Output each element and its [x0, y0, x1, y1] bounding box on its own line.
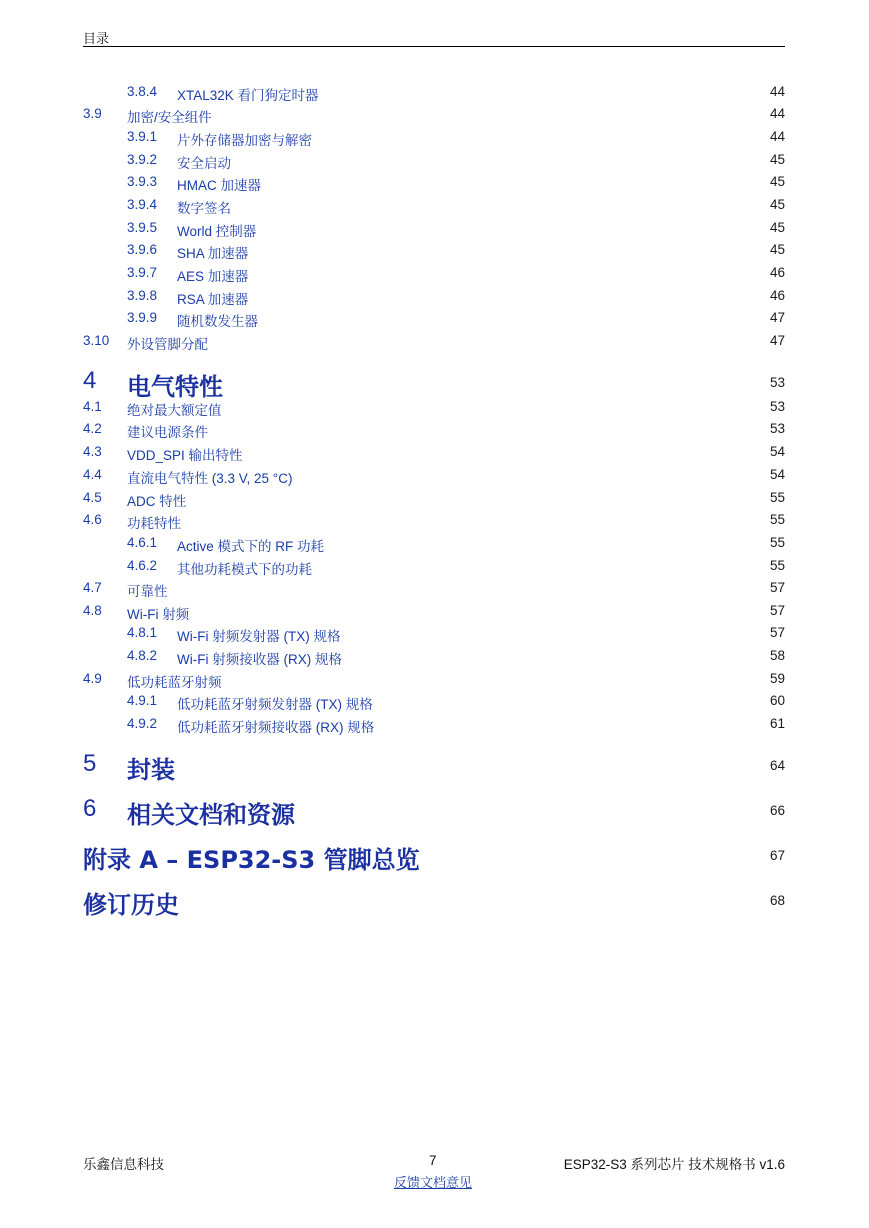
toc-entry-number: 3.9.8 — [127, 288, 158, 303]
toc-entry-title: 相关文档和资源 — [127, 800, 295, 829]
toc-entry[interactable] — [83, 367, 785, 401]
toc-entry-title: 绝对最大额定值 — [127, 403, 222, 418]
toc-entry-title: 电气特性 — [127, 372, 223, 401]
toc-entry[interactable] — [83, 197, 785, 217]
toc-entry[interactable] — [83, 512, 785, 532]
toc-entry-number: 3.9.9 — [127, 310, 158, 325]
toc-entry-page: 44 — [769, 84, 785, 99]
toc-entry-title: Wi-Fi 射频发射器 (TX) 规格 — [177, 629, 341, 644]
toc-entry-number: 4.5 — [83, 490, 102, 505]
toc-entry-number: 4.7 — [83, 580, 102, 595]
toc-entry-title: 数字签名 — [177, 201, 231, 216]
footer-page-number: 7 — [429, 1153, 437, 1168]
toc-entry[interactable] — [83, 840, 785, 874]
toc-entry-title: 加密/安全组件 — [127, 110, 212, 125]
toc-entry-title: 低功耗蓝牙射频发射器 (TX) 规格 — [177, 697, 373, 712]
toc-entry[interactable] — [83, 693, 785, 713]
toc-entry[interactable] — [83, 220, 785, 240]
toc-entry-number: 4.9 — [83, 671, 102, 686]
toc-entry[interactable] — [83, 288, 785, 308]
toc-entry[interactable] — [83, 580, 785, 600]
toc-entry-page: 55 — [769, 512, 785, 527]
toc-entry-title: 安全启动 — [177, 156, 231, 171]
toc-entry-title: 片外存储器加密与解密 — [177, 133, 312, 148]
toc-entry[interactable] — [83, 625, 785, 645]
toc-entry-number: 4.6 — [83, 512, 102, 527]
toc-entry-number: 4.8.2 — [127, 648, 158, 663]
toc-entry[interactable] — [83, 648, 785, 668]
toc-entry-title: Wi-Fi 射频 — [127, 607, 190, 622]
toc-entry[interactable] — [83, 535, 785, 555]
toc-entry[interactable] — [83, 84, 785, 104]
toc-entry-number: 3.9.1 — [127, 129, 158, 144]
toc-entry[interactable] — [83, 106, 785, 126]
toc-entry-title: Active 模式下的 RF 功耗 — [177, 539, 325, 554]
toc-entry[interactable] — [83, 716, 785, 736]
toc-entry[interactable] — [83, 421, 785, 441]
toc-entry[interactable] — [83, 671, 785, 691]
toc-entry-title: VDD_SPI 输出特性 — [127, 448, 243, 463]
toc-entry-page: 61 — [769, 716, 785, 731]
toc-entry-title: HMAC 加速器 — [177, 178, 261, 193]
toc-entry-title: 外设管脚分配 — [127, 337, 208, 352]
toc-entry-page: 44 — [769, 129, 785, 144]
toc-entry-page: 45 — [769, 152, 785, 167]
toc-entry-page: 45 — [769, 197, 785, 212]
toc-entry[interactable] — [83, 242, 785, 262]
toc-entry-page: 68 — [769, 893, 785, 908]
toc-entry-page: 59 — [769, 671, 785, 686]
toc-entry-title: 随机数发生器 — [177, 314, 258, 329]
toc-entry-number: 4.3 — [83, 444, 102, 459]
toc-entry-number: 4 — [83, 367, 97, 394]
toc-entry-page: 58 — [769, 648, 785, 663]
toc-entry-page: 64 — [769, 758, 785, 773]
toc-entry-number: 4.8 — [83, 603, 102, 618]
toc-entry-number: 3.9.5 — [127, 220, 158, 235]
toc-entry-number: 3.9.3 — [127, 174, 158, 189]
toc-entry-page: 45 — [769, 174, 785, 189]
toc-entry-page: 45 — [769, 242, 785, 257]
toc-entry-number: 3.9.6 — [127, 242, 158, 257]
toc-entry-page: 55 — [769, 535, 785, 550]
feedback-link[interactable]: 反馈文档意见 — [394, 1175, 473, 1190]
toc-entry-title: 其他功耗模式下的功耗 — [177, 562, 312, 577]
toc-entry-number: 3.9.2 — [127, 152, 158, 167]
toc-entry-page: 54 — [769, 467, 785, 482]
toc-entry-page: 57 — [769, 625, 785, 640]
toc-entry-page: 66 — [769, 803, 785, 818]
toc-entry[interactable] — [83, 152, 785, 172]
toc-entry-title: 封装 — [127, 755, 175, 784]
toc-entry-title: AES 加速器 — [177, 269, 249, 284]
toc-entry-title: SHA 加速器 — [177, 246, 249, 261]
toc-entry-page: 47 — [769, 310, 785, 325]
toc-entry-page: 46 — [769, 265, 785, 280]
header-title: 目录 — [83, 31, 110, 46]
toc-entry-title: Wi-Fi 射频接收器 (RX) 规格 — [177, 652, 342, 667]
toc-entry-title: 低功耗蓝牙射频接收器 (RX) 规格 — [177, 720, 375, 735]
footer-document-title: ESP32-S3 系列芯片 技术规格书 v1.6 — [563, 1157, 785, 1172]
toc-entry-title: 修订历史 — [83, 891, 179, 919]
toc-entry-number: 6 — [83, 795, 97, 822]
toc-entry[interactable] — [83, 603, 785, 623]
toc-entry-number: 3.8.4 — [127, 84, 158, 99]
toc-entry-number: 4.9.2 — [127, 716, 158, 731]
toc-entry[interactable] — [83, 558, 785, 578]
toc-entry-number: 4.8.1 — [127, 625, 158, 640]
toc-entry-number: 5 — [83, 750, 97, 777]
toc-entry[interactable] — [83, 399, 785, 419]
toc-entry-number: 4.1 — [83, 399, 102, 414]
toc-entry-number: 4.6.1 — [127, 535, 158, 550]
toc-entry-title: 建议电源条件 — [127, 425, 208, 440]
toc-entry-number: 3.9.7 — [127, 265, 158, 280]
toc-entry[interactable] — [83, 310, 785, 330]
toc-entry-page: 53 — [769, 375, 785, 390]
toc-entry-number: 4.2 — [83, 421, 102, 436]
toc-entry-title: XTAL32K 看门狗定时器 — [177, 88, 319, 103]
toc-entry[interactable] — [83, 444, 785, 464]
toc-entry-number: 4.6.2 — [127, 558, 158, 573]
toc-entry[interactable] — [83, 795, 785, 829]
toc-entry-page: 55 — [769, 490, 785, 505]
toc-entry-page: 55 — [769, 558, 785, 573]
toc-entry-page: 53 — [769, 421, 785, 436]
toc-entry[interactable] — [83, 333, 785, 353]
toc-entry-page: 45 — [769, 220, 785, 235]
toc-entry-page: 53 — [769, 399, 785, 414]
toc-entry-page: 54 — [769, 444, 785, 459]
toc-entry-page: 57 — [769, 603, 785, 618]
toc-entry-page: 44 — [769, 106, 785, 121]
toc-entry-title: RSA 加速器 — [177, 292, 249, 307]
toc-entry-title: 直流电气特性 (3.3 V, 25 °C) — [127, 471, 293, 486]
toc-entry-title: World 控制器 — [177, 224, 257, 239]
toc-entry[interactable] — [83, 265, 785, 285]
footer-company: 乐鑫信息科技 — [83, 1157, 164, 1172]
toc-entry-page: 60 — [769, 693, 785, 708]
toc-entry-page: 46 — [769, 288, 785, 303]
toc-entry-page: 67 — [769, 848, 785, 863]
toc-entry[interactable] — [83, 467, 785, 487]
toc-entry-title: 附录 A – ESP32-S3 管脚总览 — [83, 846, 420, 874]
toc-entry-page: 57 — [769, 580, 785, 595]
toc-entry-title: ADC 特性 — [127, 494, 187, 509]
toc-entry[interactable] — [83, 174, 785, 194]
toc-entry-page: 47 — [769, 333, 785, 348]
toc-entry-title: 功耗特性 — [127, 516, 181, 531]
toc-entry-title: 可靠性 — [127, 584, 168, 599]
toc-entry[interactable] — [83, 750, 785, 784]
toc-entry-number: 3.10 — [83, 333, 110, 348]
toc-entry-number: 3.9 — [83, 106, 102, 121]
page-header — [83, 28, 785, 47]
toc-entry[interactable] — [83, 490, 785, 510]
toc-entry-number: 4.9.1 — [127, 693, 158, 708]
page-footer — [83, 1153, 785, 1193]
toc-entry[interactable] — [83, 129, 785, 149]
toc-entry[interactable] — [83, 885, 785, 919]
toc-entry-number: 4.4 — [83, 467, 102, 482]
toc-entry-title: 低功耗蓝牙射频 — [127, 675, 222, 690]
toc-entry-number: 3.9.4 — [127, 197, 158, 212]
